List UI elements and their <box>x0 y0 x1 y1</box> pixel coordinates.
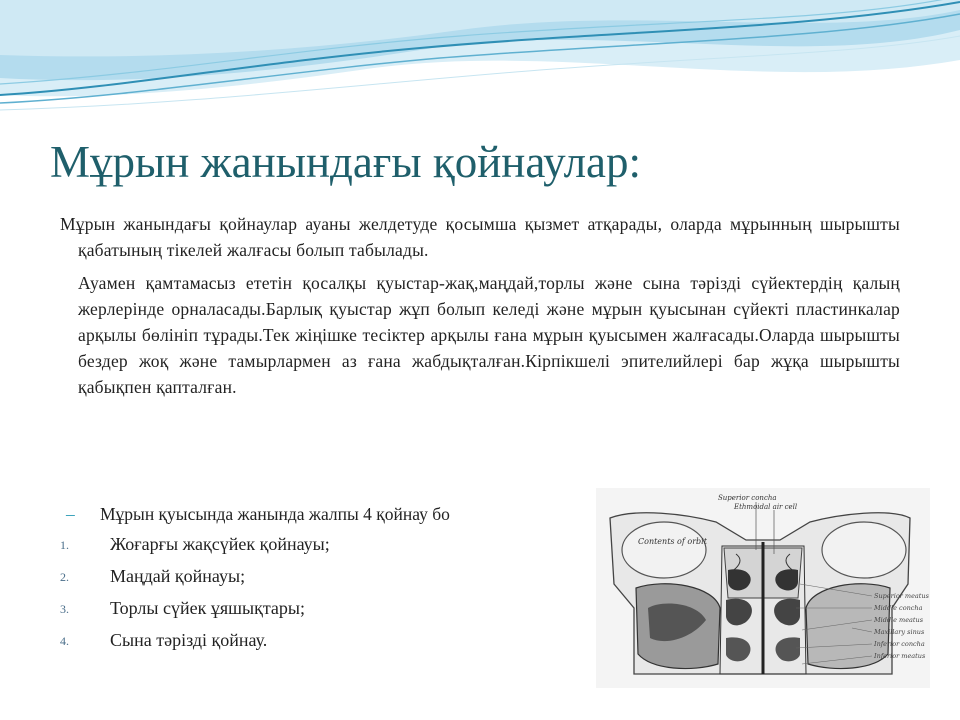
sinus-count-text: Мұрын қуысында жанында жалпы 4 қойнау бо <box>100 504 450 524</box>
figure-label-right: Maxillary sinus <box>874 628 925 636</box>
list-number: 4. <box>60 634 69 648</box>
paranasal-sinus-diagram <box>596 488 930 688</box>
figure-label-right: Superior meatus <box>874 592 929 600</box>
sinus-count-line <box>66 504 450 525</box>
list-text: Маңдай қойнауы; <box>110 566 246 586</box>
figure-label-right: Inferior meatus <box>874 652 926 660</box>
figure-label-right: Inferior concha <box>874 640 925 648</box>
figure-label-right: Middle meatus <box>874 616 924 624</box>
list-text: Сына тәрізді қойнау. <box>110 630 268 650</box>
dash-bullet: – <box>66 504 75 524</box>
paragraph-sinus-location: Ауамен қамтамасыз ететін қосалқы қуыстар-жақ,маңдай,торлы және сына тәрізді сүйектердің қалың жерлерінде орналасады.Барлық қуыстар жұп болып келеді және мұрын қуысынан сүйекті пластинкалар арқылы бөлініп тұрады.Тек жіңішке тесіктер арқылы ғана мұрын қуысымен жалғасады.Оларда шырышты бездер жоқ және тамырлармен аз ғана жабдықталған.Кірпікшелі эпителийлері бар жұқа шырышты қабықпен қапталған. <box>78 273 900 397</box>
list-text: Торлы сүйек ұяшықтары; <box>110 598 305 618</box>
slide-title: Мұрын жанындағы қойнаулар: <box>50 137 642 187</box>
figure-label-ethmoid: Ethmoidal air cell <box>734 503 798 511</box>
list-number: 3. <box>60 602 69 616</box>
list-number: 2. <box>60 570 69 584</box>
list-text: Жоғарғы жақсүйек қойнауы; <box>110 534 330 554</box>
paragraph-sinus-function: Мұрын жанындағы қойнаулар ауаны желдетуде қосымша қызмет атқарады, оларда мұрынның шырышты қабатының тікелей жалғасы болып табылады. <box>60 214 900 260</box>
header-waves-decoration <box>0 0 960 120</box>
figure-label-orbit: Contents of orbit <box>638 537 707 546</box>
list-number: 1. <box>60 538 69 552</box>
figure-label-superior-concha: Superior concha <box>718 494 777 502</box>
figure-label-right: Middle concha <box>874 604 923 612</box>
